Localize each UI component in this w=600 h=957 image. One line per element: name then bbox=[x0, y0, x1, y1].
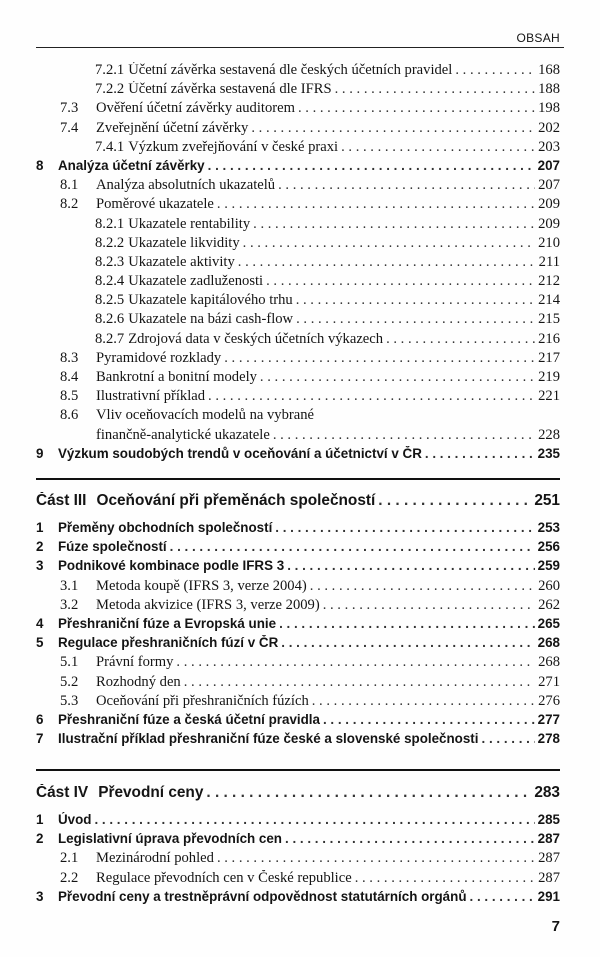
leader-dots bbox=[278, 177, 535, 194]
page-number: 287 bbox=[537, 831, 560, 847]
toc-entry[interactable] bbox=[36, 674, 560, 693]
entry-title: Výzkum zveřejňování v české praxi bbox=[128, 138, 339, 155]
leader-dots bbox=[378, 492, 531, 510]
entry-number: 5 bbox=[36, 635, 44, 651]
page-number: 221 bbox=[538, 388, 560, 405]
entry-title: Ukazatele aktivity bbox=[128, 253, 235, 270]
entry-number: 2.1 bbox=[60, 850, 79, 867]
toc-entry[interactable] bbox=[36, 616, 560, 635]
toc-entry[interactable] bbox=[36, 254, 560, 273]
leader-dots bbox=[253, 216, 535, 233]
toc-entry[interactable] bbox=[36, 100, 560, 119]
page-number: 207 bbox=[537, 157, 560, 173]
page-number: 285 bbox=[537, 812, 560, 827]
entry-number: 7.4 bbox=[60, 119, 79, 136]
entry-number: 2 bbox=[36, 539, 44, 555]
toc-entry[interactable] bbox=[36, 693, 560, 712]
part-entries bbox=[36, 520, 560, 750]
page-number: 209 bbox=[538, 215, 560, 232]
page-number: 203 bbox=[538, 138, 560, 155]
page-number: 278 bbox=[537, 731, 560, 747]
toc-entry[interactable] bbox=[36, 889, 560, 908]
page-number: 287 bbox=[538, 869, 560, 886]
leader-dots bbox=[470, 889, 535, 904]
page-number: 271 bbox=[538, 673, 560, 690]
page-number: 207 bbox=[538, 177, 560, 194]
page-number: 276 bbox=[538, 692, 560, 709]
leader-dots bbox=[287, 558, 534, 573]
leader-dots bbox=[208, 158, 535, 173]
toc-entry[interactable] bbox=[36, 196, 560, 215]
entry-title: Účetní závěrka sestavená dle českých účetních pravidel bbox=[128, 62, 453, 78]
toc-entry[interactable] bbox=[36, 158, 560, 177]
page-number: 228 bbox=[538, 426, 560, 443]
entry-title: Vliv oceňovacích modelů na vybrané bbox=[96, 407, 315, 424]
page-number: 216 bbox=[538, 330, 560, 347]
page-number: 283 bbox=[534, 784, 560, 801]
leader-dots bbox=[176, 654, 535, 671]
entry-number: 8.5 bbox=[60, 388, 79, 405]
entry-title: Výzkum soudobých trendů v oceňování a účetnictví v ČR bbox=[58, 445, 422, 461]
part-title: Převodní ceny bbox=[98, 784, 204, 801]
part-heading[interactable] bbox=[36, 784, 560, 806]
page-number: 211 bbox=[538, 253, 560, 270]
toc-entry[interactable] bbox=[36, 812, 560, 831]
page-number: 251 bbox=[534, 492, 560, 509]
entry-number: 9 bbox=[36, 445, 44, 461]
leader-dots bbox=[312, 693, 535, 710]
entry-number: 8.4 bbox=[60, 369, 79, 385]
entry-title: Ukazatele na bázi cash-flow bbox=[128, 311, 294, 328]
entry-number: 5.3 bbox=[60, 692, 79, 709]
entry-number: 2 bbox=[36, 831, 44, 847]
entry-number: 8.3 bbox=[60, 349, 79, 366]
leader-dots bbox=[184, 674, 535, 691]
leader-dots bbox=[323, 597, 535, 614]
page-number: 259 bbox=[537, 558, 560, 574]
entry-title: Ukazatele kapitálového trhu bbox=[128, 292, 293, 309]
entry-title: Metoda akvizice (IFRS 3, verze 2009) bbox=[96, 596, 320, 613]
toc-entry[interactable] bbox=[36, 81, 560, 100]
leader-dots bbox=[310, 578, 535, 595]
entry-title: Oceňování při přeshraničních fúzích bbox=[96, 692, 309, 709]
header-title: OBSAH bbox=[516, 31, 560, 45]
part-label: Část III bbox=[36, 492, 87, 509]
toc-entry[interactable] bbox=[36, 635, 560, 654]
entry-title: Zveřejnění účetní závěrky bbox=[96, 119, 249, 136]
part-title: Oceňování při přeměnách společností bbox=[96, 492, 376, 509]
leader-dots bbox=[224, 350, 535, 367]
toc-entry[interactable] bbox=[36, 831, 560, 850]
entry-number: 2.2 bbox=[60, 869, 79, 886]
leader-dots bbox=[296, 311, 535, 328]
page-number: 287 bbox=[538, 850, 560, 867]
toc-entry[interactable] bbox=[36, 369, 560, 388]
entry-number: 7.2.2 bbox=[95, 81, 125, 98]
entry-title: Fúze společností bbox=[58, 539, 167, 555]
page-number: 256 bbox=[537, 539, 560, 555]
part-entries bbox=[36, 812, 560, 908]
entry-title: Mezinárodní pohled bbox=[96, 850, 214, 867]
running-header bbox=[36, 31, 564, 49]
entry-number: 1 bbox=[36, 520, 44, 535]
entry-title: Právní formy bbox=[96, 654, 174, 671]
toc-entry[interactable] bbox=[36, 558, 560, 577]
toc-entry[interactable] bbox=[36, 446, 560, 465]
toc-entry[interactable] bbox=[36, 539, 560, 558]
leader-dots bbox=[206, 784, 531, 802]
toc-entry[interactable] bbox=[36, 654, 560, 673]
part-rule bbox=[36, 769, 560, 771]
leader-dots bbox=[275, 520, 534, 535]
leader-dots bbox=[251, 120, 535, 137]
entry-title: Ilustrační příklad přeshraniční fúze české a slovenské společnosti bbox=[58, 731, 479, 747]
toc-entry[interactable] bbox=[36, 578, 560, 597]
entry-number: 8.2 bbox=[60, 196, 79, 213]
toc-part-3 bbox=[36, 478, 560, 750]
entry-title-continued: finančně-analytické ukazatele bbox=[96, 426, 270, 443]
entry-number: 8.1 bbox=[60, 177, 79, 194]
entry-number: 8.2.6 bbox=[95, 311, 125, 328]
toc-entry[interactable] bbox=[36, 388, 560, 407]
page-number: 212 bbox=[538, 273, 560, 290]
toc-part-4 bbox=[36, 769, 560, 908]
toc-entry[interactable] bbox=[36, 520, 560, 539]
entry-number: 7.3 bbox=[60, 100, 79, 117]
entry-number: 5.1 bbox=[60, 654, 79, 671]
leader-dots bbox=[217, 196, 535, 213]
leader-dots bbox=[482, 731, 535, 746]
entry-title: Podnikové kombinace podle IFRS 3 bbox=[58, 558, 285, 574]
part-rule bbox=[36, 478, 560, 480]
leader-dots bbox=[217, 850, 535, 867]
entry-title: Analýza účetní závěrky bbox=[58, 157, 205, 173]
leader-dots bbox=[425, 446, 535, 461]
toc-entry[interactable] bbox=[36, 273, 560, 292]
toc-entry[interactable] bbox=[36, 331, 560, 350]
entry-title: Rozhodný den bbox=[96, 673, 181, 690]
leader-dots bbox=[341, 139, 535, 156]
entry-number: 3.1 bbox=[60, 577, 79, 594]
page-number: 168 bbox=[538, 62, 560, 78]
page-number: 253 bbox=[537, 520, 560, 535]
entry-title: Přeměny obchodních společností bbox=[58, 520, 273, 535]
page-number: 188 bbox=[538, 81, 560, 98]
entry-title: Přeshraniční fúze a česká účetní pravidla bbox=[58, 711, 320, 727]
entry-title: Bankrotní a bonitní modely bbox=[96, 369, 257, 385]
entry-number: 7.4.1 bbox=[95, 138, 125, 155]
entry-number: 5.2 bbox=[60, 673, 79, 690]
leader-dots bbox=[323, 712, 535, 727]
toc-entry[interactable] bbox=[36, 712, 560, 731]
toc-entry[interactable] bbox=[36, 311, 560, 330]
entry-title: Úvod bbox=[58, 812, 92, 827]
entry-title: Ukazatele zadluženosti bbox=[128, 273, 264, 290]
page-number: 268 bbox=[538, 654, 560, 671]
leader-dots bbox=[298, 100, 535, 117]
entry-title: Ověření účetní závěrky auditorem bbox=[96, 100, 295, 117]
toc-block-part2-continued bbox=[36, 62, 560, 465]
toc-entry[interactable] bbox=[36, 235, 560, 254]
entry-number: 7 bbox=[36, 731, 44, 747]
entry-title: Pyramidové rozklady bbox=[96, 349, 222, 366]
entry-number: 3 bbox=[36, 558, 44, 574]
entry-number: 8.2.2 bbox=[95, 234, 125, 251]
toc-entry[interactable] bbox=[36, 850, 560, 869]
entry-number: 8.2.4 bbox=[95, 273, 125, 290]
page-number: 209 bbox=[538, 196, 560, 213]
leader-dots bbox=[285, 831, 535, 846]
toc-entry[interactable] bbox=[36, 139, 560, 158]
entry-title: Zdrojová data v českých účetních výkazech bbox=[128, 330, 384, 347]
entry-number: 4 bbox=[36, 615, 44, 631]
toc-entry[interactable] bbox=[36, 870, 560, 889]
entry-number: 8.2.7 bbox=[95, 330, 125, 347]
entry-number: 8.6 bbox=[60, 407, 79, 424]
leader-dots bbox=[355, 870, 535, 887]
leader-dots bbox=[279, 616, 535, 631]
entry-title: Převodní ceny a trestněprávní odpovědnost statutárních orgánů bbox=[58, 888, 467, 904]
entry-title: Účetní závěrka sestavená dle IFRS bbox=[128, 81, 332, 98]
page-number: 291 bbox=[537, 888, 560, 904]
leader-dots bbox=[243, 235, 535, 252]
toc-entry[interactable] bbox=[36, 120, 560, 139]
entry-title: Přeshraniční fúze a Evropská unie bbox=[58, 615, 277, 631]
page-number: 217 bbox=[538, 349, 560, 366]
part-heading[interactable] bbox=[36, 492, 560, 514]
entry-number: 6 bbox=[36, 711, 44, 727]
page-number: 210 bbox=[538, 234, 560, 251]
entry-number: 8.2.1 bbox=[95, 215, 125, 232]
entry-number: 8.2.5 bbox=[95, 292, 125, 309]
entry-title: Metoda koupě (IFRS 3, verze 2004) bbox=[96, 577, 307, 594]
page-number: 235 bbox=[537, 445, 560, 461]
header-rule bbox=[36, 47, 564, 48]
leader-dots bbox=[281, 635, 534, 650]
toc-entry[interactable] bbox=[36, 62, 560, 81]
toc-entry[interactable] bbox=[36, 350, 560, 369]
toc-entry[interactable] bbox=[36, 597, 560, 616]
entry-title: Regulace přeshraničních fúzí v ČR bbox=[58, 635, 279, 651]
entry-title: Ukazatele likvidity bbox=[128, 234, 240, 251]
leader-dots bbox=[266, 273, 535, 290]
entry-title: Ukazatele rentability bbox=[128, 215, 251, 232]
page-footer-number: 7 bbox=[551, 918, 560, 935]
entry-number: 7.2.1 bbox=[95, 62, 125, 78]
page-number: 268 bbox=[537, 635, 560, 651]
entry-number: 1 bbox=[36, 812, 44, 827]
part-label: Část IV bbox=[36, 784, 89, 801]
toc-entry[interactable] bbox=[36, 407, 560, 426]
entry-title: Poměrové ukazatele bbox=[96, 196, 214, 213]
page-number: 214 bbox=[538, 292, 560, 309]
entry-title: Ilustrativní příklad bbox=[96, 388, 206, 405]
leader-dots bbox=[260, 369, 535, 386]
page-number: 277 bbox=[537, 711, 560, 727]
leader-dots bbox=[296, 292, 535, 309]
page-number: 219 bbox=[538, 369, 560, 385]
entry-number: 8 bbox=[36, 157, 44, 173]
entry-number: 8.2.3 bbox=[95, 253, 125, 270]
entry-title: Regulace převodních cen v České republice bbox=[96, 869, 352, 886]
toc-entry[interactable] bbox=[36, 177, 560, 196]
toc-entry[interactable] bbox=[36, 292, 560, 311]
leader-dots bbox=[273, 427, 535, 444]
leader-dots bbox=[238, 254, 536, 271]
entry-number: 3.2 bbox=[60, 596, 79, 613]
leader-dots bbox=[170, 539, 535, 554]
page-number: 262 bbox=[538, 596, 560, 613]
toc-entry-continuation[interactable] bbox=[36, 427, 560, 446]
page-number: 202 bbox=[538, 119, 560, 136]
leader-dots bbox=[208, 388, 535, 405]
leader-dots bbox=[335, 81, 535, 98]
entry-title: Legislativní úprava převodních cen bbox=[58, 831, 282, 847]
leader-dots bbox=[94, 812, 534, 827]
leader-dots bbox=[455, 62, 535, 79]
toc-entry[interactable] bbox=[36, 731, 560, 750]
page-number: 265 bbox=[537, 615, 560, 631]
entry-number: 3 bbox=[36, 888, 44, 904]
leader-dots bbox=[386, 331, 535, 348]
page-number: 215 bbox=[538, 311, 560, 328]
entry-title: Analýza absolutních ukazatelů bbox=[96, 177, 276, 194]
page-number: 260 bbox=[538, 577, 560, 594]
page-number: 198 bbox=[538, 100, 560, 117]
toc-entry[interactable] bbox=[36, 216, 560, 235]
